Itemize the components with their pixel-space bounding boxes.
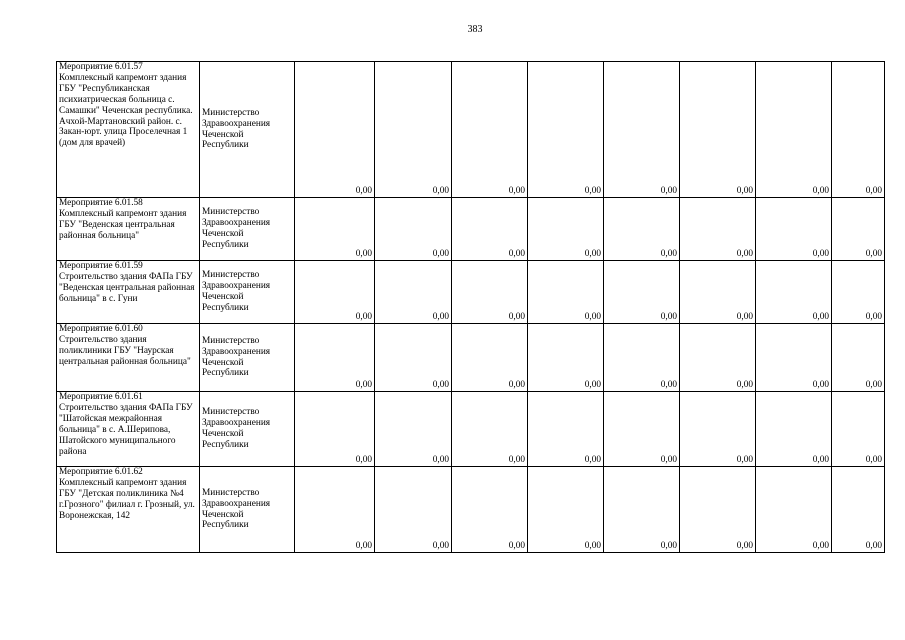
value-cell: 0,00	[528, 62, 604, 198]
table-row	[57, 198, 885, 261]
event-text: Мероприятие 6.01.57 Комплексный капремонт здания ГБУ "Республиканская психиатрическая больница с. Самашки" Чеченская республика. Ачхой-Мартановский район. с. Закан-юрт. улица Проселечная 1 (дом для врачей)	[59, 62, 193, 149]
table-row	[57, 392, 885, 467]
value-cell: 0,00	[528, 467, 604, 553]
value-cell: 0,00	[756, 198, 832, 261]
value-cell: 0,00	[832, 62, 885, 198]
value-cell: 0,00	[604, 62, 680, 198]
value-cell: 0,00	[528, 392, 604, 467]
value-cell: 0,00	[528, 324, 604, 392]
value-cell: 0,00	[756, 392, 832, 467]
event-text: Мероприятие 6.01.61 Строительство здания ФАПа ГБУ "Шатойская межрайонная больница" в с. А.Шерипова, Шатойского муниципального района	[59, 392, 193, 457]
value-cell: 0,00	[756, 62, 832, 198]
value-cell: 0,00	[832, 467, 885, 553]
value-cell: 0,00	[680, 392, 756, 467]
value-cell: 0,00	[528, 261, 604, 324]
value-cell: 0,00	[832, 261, 885, 324]
event-cell	[57, 62, 200, 198]
value-cell: 0,00	[295, 198, 375, 261]
value-cell: 0,00	[604, 261, 680, 324]
event-cell	[57, 392, 200, 467]
event-cell	[57, 261, 200, 324]
value-cell: 0,00	[375, 198, 452, 261]
value-cell: 0,00	[832, 392, 885, 467]
value-cell: 0,00	[604, 198, 680, 261]
executor-cell	[200, 198, 295, 261]
page-number: 383	[467, 24, 483, 35]
value-cell: 0,00	[756, 261, 832, 324]
value-cell: 0,00	[295, 324, 375, 392]
event-text: Мероприятие 6.01.59 Строительство здания ФАПа ГБУ "Веденская центральная районная больница" в с. Гуни	[59, 261, 195, 304]
value-cell: 0,00	[375, 324, 452, 392]
executor-cell	[200, 392, 295, 467]
value-cell: 0,00	[452, 62, 528, 198]
value-cell: 0,00	[375, 62, 452, 198]
event-text: Мероприятие 6.01.60 Строительство здания поликлиники ГБУ "Наурская центральная районная больница"	[59, 324, 191, 367]
executor-cell	[200, 467, 295, 553]
table-row	[57, 467, 885, 553]
table-body	[57, 62, 885, 553]
table-row	[57, 62, 885, 198]
table-row	[57, 324, 885, 392]
executor-cell	[200, 62, 295, 198]
value-cell: 0,00	[604, 324, 680, 392]
value-cell: 0,00	[604, 392, 680, 467]
value-cell: 0,00	[680, 467, 756, 553]
value-cell: 0,00	[528, 198, 604, 261]
value-cell: 0,00	[680, 261, 756, 324]
value-cell: 0,00	[680, 324, 756, 392]
value-cell: 0,00	[295, 392, 375, 467]
event-cell	[57, 324, 200, 392]
executor-text: Министерство Здравоохранения Чеченской Республики	[202, 407, 271, 450]
executor-text: Министерство Здравоохранения Чеченской Республики	[202, 487, 271, 531]
event-cell	[57, 467, 200, 553]
value-cell: 0,00	[295, 261, 375, 324]
value-cell: 0,00	[295, 467, 375, 553]
value-cell: 0,00	[832, 198, 885, 261]
value-cell: 0,00	[295, 62, 375, 198]
executor-text: Министерство Здравоохранения Чеченской Республики	[202, 335, 271, 379]
executor-text: Министерство Здравоохранения Чеченской Республики	[202, 270, 271, 313]
event-cell	[57, 198, 200, 261]
value-cell: 0,00	[680, 198, 756, 261]
value-cell: 0,00	[375, 392, 452, 467]
value-cell: 0,00	[452, 198, 528, 261]
value-cell: 0,00	[832, 324, 885, 392]
value-cell: 0,00	[452, 261, 528, 324]
value-cell: 0,00	[756, 467, 832, 553]
value-cell: 0,00	[375, 467, 452, 553]
value-cell: 0,00	[375, 261, 452, 324]
value-cell: 0,00	[756, 324, 832, 392]
value-cell: 0,00	[452, 324, 528, 392]
table-row	[57, 261, 885, 324]
executor-text: Министерство Здравоохранения Чеченской Республики	[202, 107, 271, 151]
value-cell: 0,00	[452, 392, 528, 467]
value-cell: 0,00	[680, 62, 756, 198]
value-cell: 0,00	[604, 467, 680, 553]
event-text: Мероприятие 6.01.62 Комплексный капремонт здания ГБУ "Детская поликлиника №4 г.Грозного" филиал г. Грозный, ул. Воронежская, 142	[59, 467, 195, 521]
executor-cell	[200, 261, 295, 324]
executor-cell	[200, 324, 295, 392]
executor-text: Министерство Здравоохранения Чеченской Республики	[202, 207, 271, 250]
event-text: Мероприятие 6.01.58 Комплексный капремонт здания ГБУ "Веденская центральная районная больница"	[59, 198, 187, 241]
budget-table	[56, 61, 885, 553]
value-cell: 0,00	[452, 467, 528, 553]
